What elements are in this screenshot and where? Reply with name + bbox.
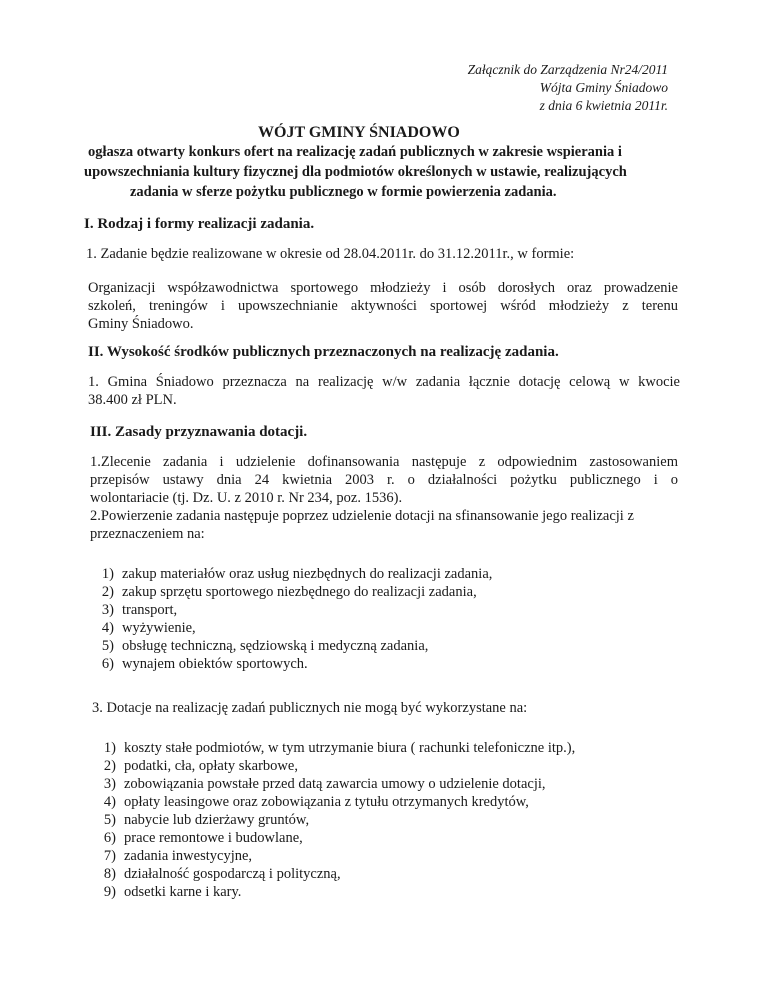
section-1-heading: I. Rodzaj i formy realizacji zadania. — [84, 216, 315, 232]
list-2-item-5-number: 5) — [103, 812, 116, 828]
list-2-item-7 — [94, 848, 252, 865]
section-3-heading: III. Zasady przyznawania dotacji. — [90, 424, 308, 440]
list-1-item-5 — [92, 638, 428, 655]
list-1-item-3-text: transport, — [122, 602, 178, 618]
list-2-item-1-text: koszty stałe podmiotów, w tym utrzymanie biura ( rachunki telefoniczne itp.), — [124, 740, 576, 756]
section-1-paragraph-2-line-3: Gminy Śniadowo. — [88, 316, 194, 332]
list-2-item-4 — [94, 794, 529, 811]
list-2-item-5 — [94, 812, 309, 829]
section-3-paragraph-1-line-2: przepisów ustawy dnia 24 kwietnia 2003 r. o działalności pożytku publicznego i o — [90, 472, 678, 488]
page-title: WÓJT GMINY ŚNIADOWO — [258, 124, 460, 141]
list-2-item-9 — [94, 884, 241, 901]
list-2-item-7-text: zadania inwestycyjne, — [124, 848, 253, 864]
section-3-paragraph-2-line-2: przeznaczeniem na: — [90, 526, 205, 542]
list-1-item-4-text: wyżywienie, — [122, 620, 196, 636]
list-1-item-1-text: zakup materiałów oraz usług niezbędnych do realizacji zadania, — [122, 566, 493, 582]
list-1-item-2-number: 2) — [101, 584, 114, 600]
section-3-paragraph-1-line-1: 1.Zlecenie zadania i udzielenie dofinansowania następuje z odpowiednim zastosowaniem — [90, 454, 678, 470]
list-2-item-2-text: podatki, cła, opłaty skarbowe, — [124, 758, 298, 774]
title-line-4: zadania w sferze pożytku publicznego w formie powierzenia zadania. — [130, 184, 557, 200]
list-2-item-6 — [94, 830, 303, 847]
section-1-paragraph-2-line-2: szkoleń, treningów i upowszechnianie aktywności sportowej wśród młodzieży z terenu — [88, 298, 678, 314]
section-1-paragraph-2-line-1: Organizacji współzawodnictwa sportowego młodzieży i osób dorosłych oraz prowadzenie — [88, 280, 678, 296]
header-line-2: Wójta Gminy Śniadowo — [539, 80, 668, 95]
list-2-item-8-number: 8) — [103, 866, 116, 882]
title-line-2: ogłasza otwarty konkurs ofert na realizację zadań publicznych w zakresie wspierania i — [88, 144, 622, 160]
section-1-paragraph-1: 1. Zadanie będzie realizowane w okresie od 28.04.2011r. do 31.12.2011r., w formie: — [86, 246, 575, 262]
list-2-item-9-text: odsetki karne i kary. — [124, 884, 242, 900]
list-2-item-2-number: 2) — [103, 758, 116, 774]
list-1-item-5-number: 5) — [101, 638, 114, 654]
list-2-item-2 — [94, 758, 298, 775]
list-2-item-3 — [94, 776, 546, 793]
list-1-item-6 — [92, 656, 308, 673]
list-1-item-1-number: 1) — [101, 566, 114, 582]
list-2-item-4-number: 4) — [103, 794, 116, 810]
list-1-item-3 — [92, 602, 177, 619]
section-3-paragraph-3: 3. Dotacje na realizację zadań publicznych nie mogą być wykorzystane na: — [92, 700, 528, 716]
section-2-paragraph-line-2: 38.400 zł PLN. — [88, 392, 177, 408]
header-line-3: z dnia 6 kwietnia 2011r. — [539, 98, 668, 113]
section-2-heading: II. Wysokość środków publicznych przeznaczonych na realizację zadania. — [88, 344, 559, 360]
section-3-paragraph-2-line-1: 2.Powierzenie zadania następuje poprzez udzielenie dotacji na sfinansowanie jego realizacji z — [90, 508, 634, 524]
list-1-item-4 — [92, 620, 196, 637]
list-2-item-4-text: opłaty leasingowe oraz zobowiązania z tytułu otrzymanych kredytów, — [124, 794, 529, 810]
list-2-item-6-number: 6) — [103, 830, 116, 846]
list-1-item-6-number: 6) — [101, 656, 114, 672]
list-2-item-7-number: 7) — [103, 848, 116, 864]
list-1-item-2-text: zakup sprzętu sportowego niezbędnego do realizacji zadania, — [122, 584, 477, 600]
list-1-item-4-number: 4) — [101, 620, 114, 636]
header-line-1: Załącznik do Zarządzenia Nr24/2011 — [467, 62, 668, 77]
list-1-item-3-number: 3) — [101, 602, 114, 618]
list-2-item-1 — [94, 740, 575, 757]
title-line-3: upowszechniania kultury fizycznej dla podmiotów określonych w ustawie, realizujących — [84, 164, 627, 180]
section-2-paragraph-line-1: 1. Gmina Śniadowo przeznacza na realizację w/w zadania łącznie dotację celową w kwocie — [88, 374, 680, 390]
list-2-item-3-number: 3) — [103, 776, 116, 792]
list-1-item-2 — [92, 584, 477, 601]
list-1-item-6-text: wynajem obiektów sportowych. — [122, 656, 308, 672]
list-2-item-5-text: nabycie lub dzierżawy gruntów, — [124, 812, 310, 828]
list-2-item-6-text: prace remontowe i budowlane, — [124, 830, 303, 846]
list-2-item-8-text: działalność gospodarczą i polityczną, — [124, 866, 341, 882]
list-2-item-1-number: 1) — [103, 740, 116, 756]
list-2-item-8 — [94, 866, 341, 883]
list-2-item-3-text: zobowiązania powstałe przed datą zawarcia umowy o udzielenie dotacji, — [124, 776, 546, 792]
list-2-item-9-number: 9) — [103, 884, 116, 900]
section-3-paragraph-1-line-3: wolontariacie (tj. Dz. U. z 2010 r. Nr 234, poz. 1536). — [90, 490, 403, 506]
list-1-item-1 — [92, 566, 492, 583]
list-1-item-5-text: obsługę techniczną, sędziowską i medyczną zadania, — [122, 638, 429, 654]
